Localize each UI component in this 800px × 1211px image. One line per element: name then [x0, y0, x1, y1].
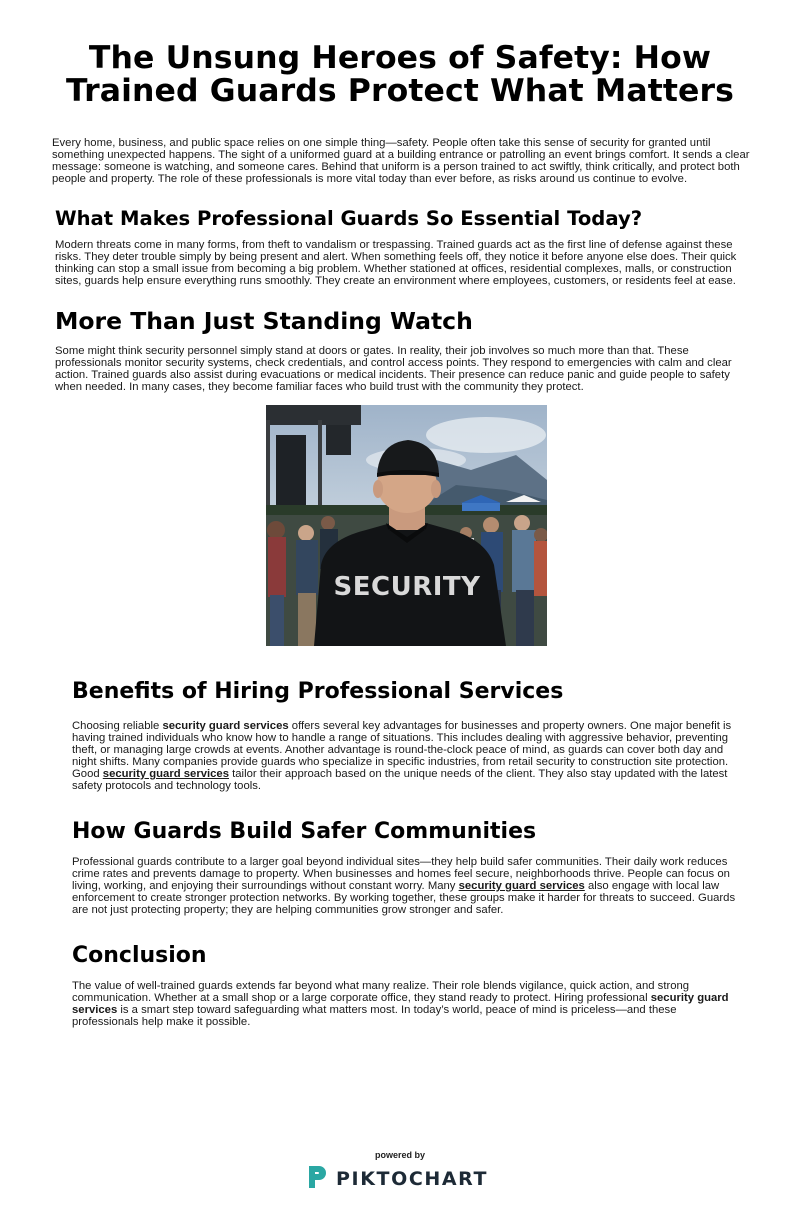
heading-essential: What Makes Professional Guards So Essential Today?	[55, 207, 643, 230]
shirt-print-text: SECURITY	[333, 572, 481, 602]
communities-text-1: Professional guards contribute to a larger goal beyond individual sites—they help build safer communities. Their daily work reduces crime rates and prevents damage to property. When businesses and homes feel secure, neighborhoods thrive. People can focus on living, working, and enjoying their surroundings without constant worry. Many	[72, 856, 730, 892]
keyword-security-guard-services: security guard services	[72, 991, 729, 1016]
paragraph-communities	[72, 857, 742, 917]
page-title: The Unsung Heroes of Safety: How Trained Guards Protect What Matters	[66, 40, 734, 109]
piktochart-wordmark: PIKTOCHART	[336, 1168, 489, 1190]
keyword-security-guard-services: security guard services	[162, 720, 289, 732]
paragraph-essential: Modern threats come in many forms, from theft to vandalism or trespassing. Trained guards act as the first line of defense against these risks. They deter trouble simply by being present and alert. When something feels off, they notice it before anyone else does. Their quick thinking can stop a small issue from becoming a big problem. Whether stationed at offices, residential complexes, malls, or construction sites, guards help ensure everything runs smoothly. They create an environment where employees, customers, or residents feel at ease.	[55, 239, 737, 287]
security-guard-photo	[266, 405, 547, 646]
conclusion-text-1: The value of well-trained guards extends far beyond what many realize. Their role blends vigilance, quick action, and strong communication. Whether at a small shop or a large corporate office, they stand ready to protect. Hiring professional	[72, 980, 690, 1004]
heading-benefits: Benefits of Hiring Professional Services	[72, 679, 564, 704]
intro-paragraph: Every home, business, and public space relies on one simple thing—safety. People often take this sense of security for granted until something unexpected happens. The sight of a uniformed guard at a building entrance or patrolling an event brings comfort. It sends a clear message: someone is watching, and someone cares. Behind that uniform is a person trained to act swiftly, think critically, and protect both people and property. The role of these professionals is more vital today than ever before, as risks around us continue to evolve.	[52, 137, 750, 185]
benefits-text-2: offers several key advantages for businesses and property owners. One major benefit is having trained individuals who know how to handle a range of situations. This includes dealing with aggressive behavior, preventing theft, or managing large crowds at events. Another advantage is round-the-clock peace of mind, as guards can cover both day and night shifts. Many companies provide guards who specialize in specific industries, from retail security to construction site protection. Good	[72, 720, 732, 780]
paragraph-conclusion	[72, 981, 742, 1029]
piktochart-brand[interactable]	[306, 1164, 496, 1194]
powered-by-label: powered by	[374, 1150, 425, 1160]
conclusion-text-2: is a smart step toward safeguarding what matters most. In today’s world, peace of mind is priceless—and these professionals help make it possible.	[72, 1003, 677, 1028]
benefits-text-1: Choosing reliable	[72, 720, 163, 732]
communities-text-2: also engage with local law enforcement to create stronger protection networks. By working together, these groups make it harder for threats to succeed. Guards are not just protecting property; they are helping communities grow stronger and safer.	[72, 879, 736, 916]
benefits-text-3: tailor their approach based on the unique needs of the client. They also stay updated with the latest safety protocols and technology tools.	[72, 767, 728, 792]
link-security-guard-services[interactable]: security guard services	[102, 767, 229, 780]
paragraph-benefits	[72, 721, 742, 792]
heading-watch: More Than Just Standing Watch	[55, 307, 473, 335]
piktochart-logo-icon	[306, 1163, 328, 1195]
link-security-guard-services[interactable]: security guard services	[458, 879, 585, 892]
heading-conclusion: Conclusion	[72, 943, 207, 968]
paragraph-watch: Some might think security personnel simply stand at doors or gates. In reality, their job involves so much more than that. These professionals monitor security systems, check credentials, and control access points. They respond to emergencies with calm and clear action. Trained guards also assist during evacuations or medical incidents. Their presence can reduce panic and guide people to safety when needed. In many cases, they become familiar faces who build trust with the community they protect.	[55, 345, 732, 393]
heading-communities: How Guards Build Safer Communities	[72, 819, 537, 844]
